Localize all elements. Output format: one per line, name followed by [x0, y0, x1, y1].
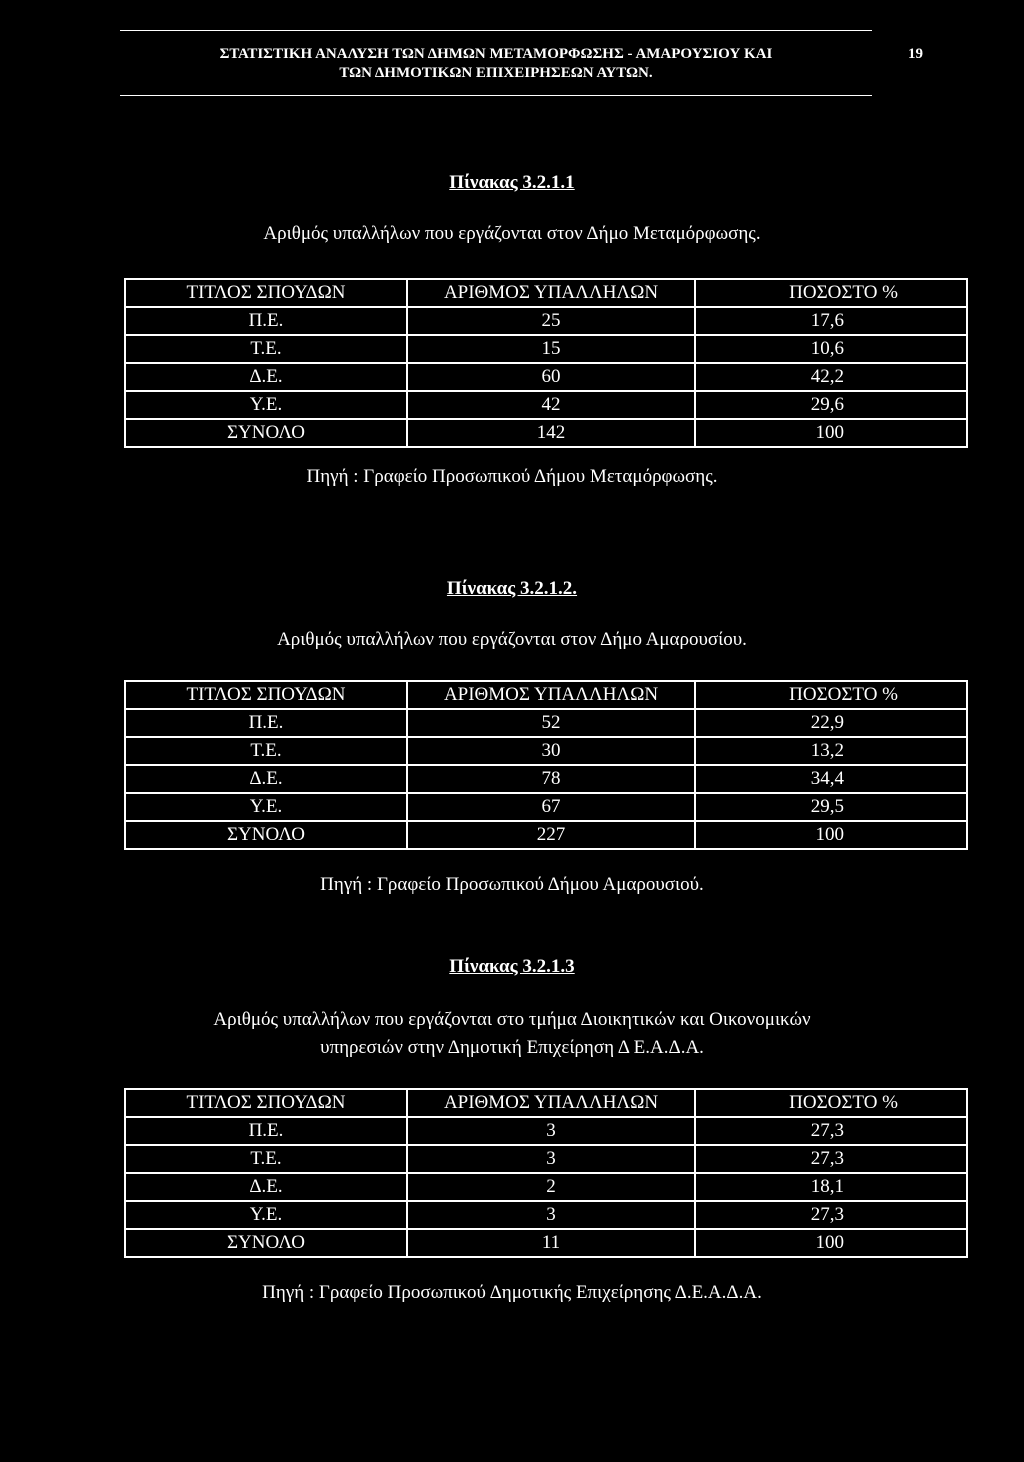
table-3-caption: Πίνακας 3.2.1.3 [449, 956, 575, 977]
table-row [125, 363, 967, 391]
header-cell-count: ΑΡΙΘΜΟΣ ΥΠΑΛΛΗΛΩΝ [407, 681, 695, 709]
table-row [125, 1173, 967, 1201]
table-header-row [125, 1089, 967, 1117]
cell-count: 142 [407, 419, 695, 447]
cell-count: 78 [407, 765, 695, 793]
cell-count: 2 [407, 1173, 695, 1201]
table-1-subtitle: Αριθμός υπαλλήλων που εργάζονται στον Δήμο Μεταμόρφωσης. [263, 223, 761, 244]
table-row [125, 709, 967, 737]
cell-count: 15 [407, 335, 695, 363]
cell-percent: 34,4 [695, 765, 967, 793]
table-header-row [125, 681, 967, 709]
table-total-row [125, 419, 967, 447]
cell-title: ΣΥΝΟΛΟ [125, 821, 407, 849]
cell-percent: 17,6 [695, 307, 967, 335]
table-row [125, 737, 967, 765]
cell-title: Π.Ε. [125, 1117, 407, 1145]
cell-percent: 13,2 [695, 737, 967, 765]
header-cell-title: ΤΙΤΛΟΣ ΣΠΟΥΔΩΝ [125, 279, 407, 307]
table-row [125, 307, 967, 335]
cell-title: Τ.Ε. [125, 737, 407, 765]
table-1 [124, 278, 968, 448]
table-2-subtitle: Αριθμός υπαλλήλων που εργάζονται στον Δήμο Αμαρουσίου. [277, 629, 747, 650]
cell-title: Υ.Ε. [125, 793, 407, 821]
cell-count: 11 [407, 1229, 695, 1257]
table-2 [124, 680, 968, 850]
table-total-row [125, 821, 967, 849]
cell-percent: 42,2 [695, 363, 967, 391]
cell-percent: 27,3 [695, 1145, 967, 1173]
cell-title: Τ.Ε. [125, 1145, 407, 1173]
cell-count: 3 [407, 1145, 695, 1173]
header-line-1: ΣΤΑΤΙΣΤΙΚΗ ΑΝΑΛΥΣΗ ΤΩΝ ΔΗΜΩΝ ΜΕΤΑΜΟΡΦΩΣΗΣ - ΑΜΑΡΟΥΣΙΟΥ ΚΑΙ [219, 46, 773, 62]
table-2-source: Πηγή : Γραφείο Προσωπικού Δήμου Αμαρουσιού. [320, 874, 704, 895]
cell-count: 67 [407, 793, 695, 821]
table-header-row [125, 279, 967, 307]
cell-percent: 10,6 [695, 335, 967, 363]
table-3-source: Πηγή : Γραφείο Προσωπικού Δημοτικής Επιχείρησης Δ.Ε.Α.Δ.Α. [262, 1282, 762, 1303]
cell-percent: 100 [695, 1229, 967, 1257]
cell-percent: 100 [695, 821, 967, 849]
table-row [125, 1201, 967, 1229]
table-1-source: Πηγή : Γραφείο Προσωπικού Δήμου Μεταμόρφωσης. [306, 466, 718, 487]
cell-count: 3 [407, 1201, 695, 1229]
header-line-2: ΤΩΝ ΔΗΜΟΤΙΚΩΝ ΕΠΙΧΕΙΡΗΣΕΩΝ ΑΥΤΩΝ. [339, 65, 653, 81]
cell-title: Δ.Ε. [125, 1173, 407, 1201]
cell-count: 60 [407, 363, 695, 391]
cell-title: Τ.Ε. [125, 335, 407, 363]
table-row [125, 391, 967, 419]
table-3-subtitle-line-2: υπηρεσιών στην Δημοτική Επιχείρηση Δ Ε.Α.Δ.Α. [320, 1037, 704, 1058]
header-cell-count: ΑΡΙΘΜΟΣ ΥΠΑΛΛΗΛΩΝ [407, 1089, 695, 1117]
table-row [125, 1117, 967, 1145]
cell-title: ΣΥΝΟΛΟ [125, 419, 407, 447]
cell-title: Υ.Ε. [125, 391, 407, 419]
cell-percent: 22,9 [695, 709, 967, 737]
cell-count: 30 [407, 737, 695, 765]
table-row [125, 335, 967, 363]
cell-title: ΣΥΝΟΛΟ [125, 1229, 407, 1257]
table-1-caption: Πίνακας 3.2.1.1 [449, 172, 575, 193]
header-cell-percent: ΠΟΣΟΣΤΟ % [695, 1089, 967, 1117]
header-cell-title: ΤΙΤΛΟΣ ΣΠΟΥΔΩΝ [125, 1089, 407, 1117]
cell-percent: 27,3 [695, 1117, 967, 1145]
cell-title: Π.Ε. [125, 709, 407, 737]
table-row [125, 793, 967, 821]
cell-count: 42 [407, 391, 695, 419]
cell-percent: 18,1 [695, 1173, 967, 1201]
header-cell-count: ΑΡΙΘΜΟΣ ΥΠΑΛΛΗΛΩΝ [407, 279, 695, 307]
cell-percent: 29,6 [695, 391, 967, 419]
cell-title: Υ.Ε. [125, 1201, 407, 1229]
header-cell-percent: ΠΟΣΟΣΤΟ % [695, 681, 967, 709]
cell-title: Π.Ε. [125, 307, 407, 335]
cell-percent: 100 [695, 419, 967, 447]
table-total-row [125, 1229, 967, 1257]
cell-percent: 29,5 [695, 793, 967, 821]
cell-count: 227 [407, 821, 695, 849]
cell-percent: 27,3 [695, 1201, 967, 1229]
cell-title: Δ.Ε. [125, 363, 407, 391]
table-2-caption: Πίνακας 3.2.1.2. [446, 578, 578, 599]
table-row [125, 765, 967, 793]
cell-count: 3 [407, 1117, 695, 1145]
header-cell-percent: ΠΟΣΟΣΤΟ % [695, 279, 967, 307]
running-header [120, 30, 872, 83]
header-rule [120, 95, 872, 96]
cell-title: Δ.Ε. [125, 765, 407, 793]
cell-count: 25 [407, 307, 695, 335]
table-row [125, 1145, 967, 1173]
table-3-subtitle-line-1: Αριθμός υπαλλήλων που εργάζονται στο τμήμα Διοικητικών και Οικονομικών [213, 1009, 811, 1030]
cell-count: 52 [407, 709, 695, 737]
page-number: 19 [908, 46, 923, 62]
header-cell-title: ΤΙΤΛΟΣ ΣΠΟΥΔΩΝ [125, 681, 407, 709]
table-3 [124, 1088, 968, 1258]
